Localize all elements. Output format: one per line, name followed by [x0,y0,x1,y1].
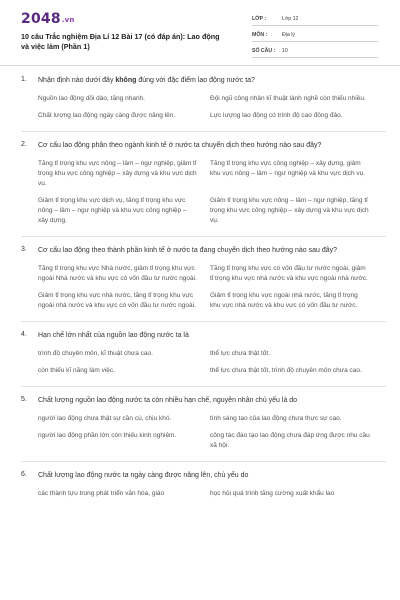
question-3 [0,246,400,318]
question-text: Cơ cấu lao động phân theo ngành kinh tế ở nước ta chuyển dịch theo hướng nào sau đây? [38,142,322,149]
answer-option[interactable]: công tác đào tạo lao động chưa đáp ứng được nhu cầu xã hội. [210,432,370,449]
answer-options [38,349,386,383]
question-text: Hạn chế lớn nhất của nguồn lao động nước ta là [38,332,189,339]
emphasis-word: không [115,77,137,84]
question-4 [0,331,400,383]
divider [21,321,386,322]
question-2 [0,141,400,233]
answer-option[interactable]: thể lực chưa thật tốt. [210,350,271,357]
answer-option[interactable]: người lao động phần lớn còn thiếu kinh nghiệm. [38,432,177,439]
answer-option[interactable]: trình độ chuyên môn, kĩ thuật chưa cao. [38,350,153,357]
meta-value: 10 [282,48,288,54]
question-number: 3. [21,246,27,253]
answer-options [38,159,386,233]
meta-label: MÔN : [252,32,268,38]
question-number: 5. [21,396,27,403]
answer-option[interactable]: Giảm tỉ trọng khu vực nhà nước, tăng tỉ trọng khu vực ngoài nhà nước và khu vực có vốn đầu tư nước ngoài. [38,292,196,309]
answer-options [38,264,386,318]
divider [21,236,386,237]
meta-subject [252,26,378,42]
answer-option[interactable]: thể lực chưa thật tốt, trình độ chuyên môn chưa cao. [210,367,362,374]
meta-class [252,10,378,26]
answer-option[interactable]: các thành tựu trong phát triển văn hóa, giáo [38,490,165,497]
meta-label: LỚP : [252,16,267,22]
meta-label: SỐ CÂU : [252,48,276,54]
answer-option[interactable]: Lực lượng lao động có trình độ cao đông đảo. [210,112,343,119]
site-logo[interactable] [21,11,75,27]
logo-suffix: .vn [61,16,75,24]
question-text: Cơ cấu lao động theo thành phần kinh tế ở nước ta đang chuyển dịch theo hướng nào sau đây? [38,247,337,254]
divider [21,131,386,132]
meta-value: Địa lý [282,32,295,38]
question-number: 6. [21,471,27,478]
logo-text: 2048 [21,11,61,27]
question-6 [0,471,400,506]
question-list [0,76,400,506]
meta-value: Lớp 12 [282,16,299,22]
answer-option[interactable]: còn thiếu kĩ năng làm việc. [38,367,115,374]
divider [21,461,386,462]
meta-question-count [252,42,378,58]
answer-option[interactable]: Đội ngũ công nhân kĩ thuật lành nghề còn thiếu nhiều. [210,95,366,102]
answer-option[interactable]: Tăng tỉ trọng khu vực có vốn đầu tư nước ngoài, giảm tỉ trọng khu vực nhà nước và khu vực ngoài nhà nước. [210,265,368,282]
question-5 [0,396,400,458]
answer-options [38,489,386,506]
answer-option[interactable]: Tăng tỉ trọng khu vực nông – lâm – ngư nghiệp, giảm tỉ trọng khu vực công nghiệp – xây dựng và khu vực dịch vụ. [38,160,197,187]
answer-options [38,94,386,128]
question-number: 4. [21,331,27,338]
answer-option[interactable]: học hỏi quá trình tăng cường xuất khẩu lao [210,490,335,497]
divider [21,386,386,387]
answer-option[interactable]: Chất lượng lao động ngày càng được nâng lên. [38,112,176,119]
answer-option[interactable]: Giảm tỉ trọng khu vực nông – lâm – ngư nghiệp, tăng tỉ trọng khu vực công nghiệp – xây dựng và khu vực dịch vụ. [210,197,369,224]
answer-option[interactable]: Tăng tỉ trọng khu vực công nghiệp – xây dựng, giảm khu vực nông – lâm – ngư nghiệp và khu vực dịch vụ. [210,160,366,177]
answer-option[interactable]: Giảm tỉ trọng khu vực dịch vụ, tăng tỉ trọng khu vực nông – lâm – ngư nghiệp và khu vực công nghiệp – xây dựng. [38,197,187,224]
page-header [0,0,400,66]
answer-option[interactable]: tính sáng tạo của lao động chưa thực sự cao. [210,415,342,422]
question-text: Chất lượng lao động nước ta ngày càng được nâng lên, chủ yếu do [38,472,249,479]
answer-option[interactable]: người lao động chưa thật sự cần cù, chịu khó. [38,415,172,422]
question-text: Chất lượng nguồn lao động nước ta còn nhiều hạn chế, nguyên nhân chủ yếu là do [38,397,298,404]
document-title: 10 câu Trắc nghiệm Địa Lí 12 Bài 17 (có đáp án): Lao động và việc làm (Phần 1) [21,32,220,51]
answer-option[interactable]: Tăng tỉ trọng khu vực Nhà nước, giảm tỉ trọng khu vực ngoài Nhà nước và khu vực có vốn đầu tư nước ngoài. [38,265,197,282]
answer-options [38,414,386,458]
answer-option[interactable]: Nguồn lao động dồi dào, tăng nhanh. [38,95,145,102]
document-meta [252,10,378,58]
answer-option[interactable]: Giảm tỉ trọng khu vực ngoài nhà nước, tăng tỉ trọng khu vực nhà nước và khu vực có vốn đầu tư nước. [210,292,358,309]
question-1 [0,76,400,128]
question-text: Nhận định nào dưới đây không đúng với đặc điểm lao động nước ta? [38,77,255,84]
question-number: 1. [21,76,27,83]
question-number: 2. [21,141,27,148]
